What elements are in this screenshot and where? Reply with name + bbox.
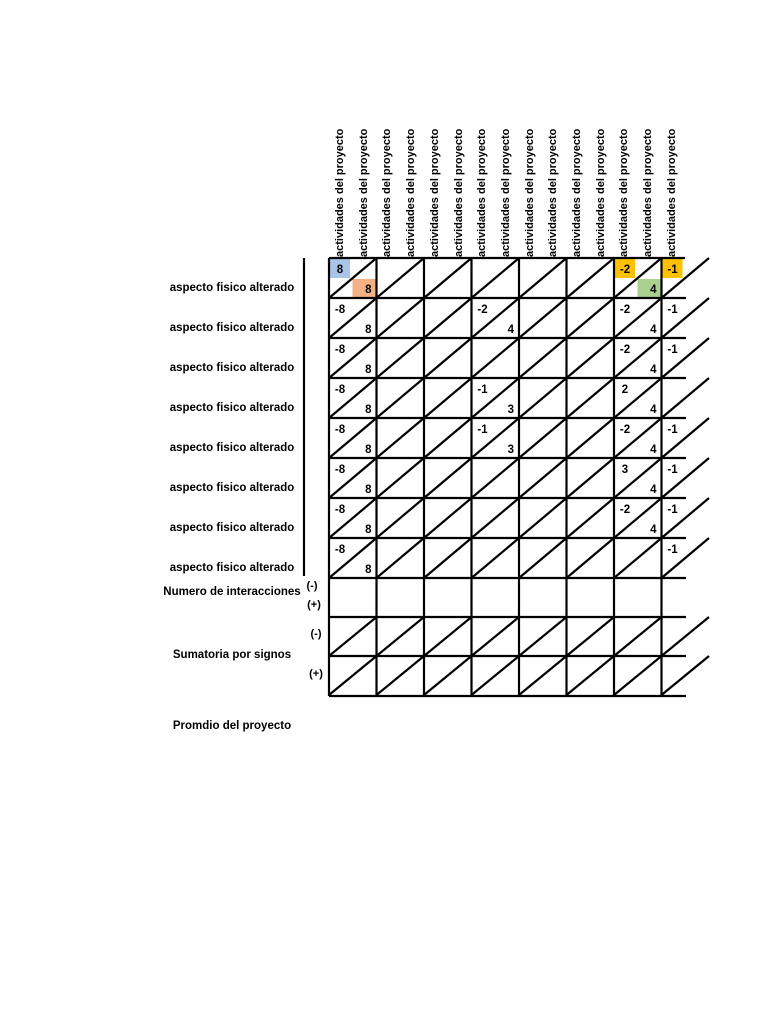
- column-header-label: actividades del proyecto: [428, 128, 441, 257]
- column-header-label: actividades del proyecto: [405, 128, 418, 257]
- column-header-label: actividades del proyecto: [571, 128, 583, 257]
- cell-bottom-value: 8: [365, 484, 372, 496]
- cell-bottom-value: 8: [365, 324, 372, 336]
- summary-diagonal: [614, 656, 662, 695]
- cell-diagonal: [519, 338, 567, 378]
- cell-bottom-value: 3: [507, 444, 514, 456]
- cell-diagonal: [377, 418, 425, 458]
- cell-diagonal: [567, 258, 615, 298]
- row-label: aspecto fisico alterado: [169, 442, 295, 454]
- cell-top-value: -2: [619, 264, 631, 276]
- cell-top-value: -1: [667, 424, 678, 436]
- cell-diagonal: [519, 458, 567, 498]
- cell-diagonal: [519, 378, 567, 418]
- cell-bottom-value: 8: [365, 524, 372, 536]
- cell-diagonal: [519, 498, 567, 538]
- cell-diagonal: [424, 258, 472, 298]
- column-header-label: actividades del proyecto: [665, 128, 678, 257]
- cell-bottom-value: 4: [650, 364, 657, 376]
- cell-top-value: -1: [477, 384, 488, 396]
- cell-top-value: -2: [619, 504, 631, 516]
- summary-diagonal: [424, 617, 472, 656]
- cell-bottom-value: 8: [365, 404, 372, 416]
- cell-top-value: -8: [334, 344, 346, 356]
- summary-diagonal: [567, 656, 615, 695]
- highlight-bottom: [638, 279, 661, 297]
- cell-diagonal: [377, 498, 425, 538]
- cell-diagonal: [424, 338, 472, 378]
- sumatoria-neg-sign: (-): [310, 628, 322, 640]
- cell-diagonal: [662, 378, 710, 418]
- cell-top-value: -8: [334, 304, 346, 316]
- column-header-label: actividades del proyecto: [334, 128, 346, 257]
- cell-bottom-value: 8: [365, 364, 372, 376]
- cell-bottom-value: 8: [365, 444, 372, 456]
- cell-diagonal: [424, 458, 472, 498]
- cell-top-value: -1: [667, 504, 678, 516]
- cell-bottom-value: 8: [365, 284, 372, 296]
- row-label: aspecto fisico alterado: [169, 322, 295, 334]
- cell-diagonal: [472, 458, 520, 498]
- cell-top-value: -8: [334, 424, 346, 436]
- cell-diagonal: [567, 458, 615, 498]
- cell-diagonal: [377, 458, 425, 498]
- cell-top-value: -1: [667, 344, 678, 356]
- cell-top-value: -2: [619, 424, 631, 436]
- column-header-label: actividades del proyecto: [476, 128, 489, 257]
- row-label: aspecto fisico alterado: [169, 522, 295, 534]
- cell-diagonal: [472, 538, 520, 578]
- column-header-label: actividades del proyecto: [452, 128, 465, 257]
- highlight-bottom: [353, 279, 376, 297]
- row-label: aspecto fisico alterado: [169, 282, 295, 294]
- row-label: aspecto fisico alterado: [169, 562, 295, 574]
- cell-diagonal: [424, 378, 472, 418]
- cell-diagonal: [472, 498, 520, 538]
- sumatoria-pos-sign: (+): [309, 668, 323, 680]
- cell-bottom-value: 4: [650, 444, 657, 456]
- sumatoria-signos-label: Sumatoria por signos: [172, 649, 292, 661]
- cell-top-value: 8: [336, 264, 344, 276]
- summary-diagonal: [567, 617, 615, 656]
- cell-top-value: -8: [334, 464, 346, 476]
- column-header-label: actividades del proyecto: [499, 128, 512, 257]
- interacciones-neg-sign: (-): [306, 580, 318, 592]
- cell-diagonal: [377, 338, 425, 378]
- cell-top-value: 2: [621, 384, 629, 396]
- row-label: aspecto fisico alterado: [169, 362, 295, 374]
- column-header-label: actividades del proyecto: [642, 128, 655, 257]
- summary-diagonal: [662, 656, 710, 695]
- cell-diagonal: [424, 298, 472, 338]
- cell-diagonal: [567, 298, 615, 338]
- cell-top-value: -1: [667, 544, 678, 556]
- cell-diagonal: [424, 418, 472, 458]
- cell-bottom-value: 4: [650, 404, 657, 416]
- cell-diagonal: [567, 498, 615, 538]
- row-label: aspecto fisico alterado: [169, 402, 295, 414]
- cell-top-value: -1: [667, 304, 678, 316]
- summary-diagonal: [377, 656, 425, 695]
- cell-diagonal: [377, 538, 425, 578]
- column-header-label: actividades del proyecto: [381, 128, 394, 257]
- cell-diagonal: [472, 338, 520, 378]
- summary-diagonal: [472, 617, 520, 656]
- promedio-label: Promdio del proyecto: [172, 720, 292, 732]
- cell-top-value: -2: [477, 304, 488, 316]
- interacciones-pos-sign: (+): [307, 599, 321, 611]
- cell-top-value: -8: [334, 384, 346, 396]
- summary-diagonal: [424, 656, 472, 695]
- cell-bottom-value: 4: [650, 484, 657, 496]
- summary-diagonal: [519, 617, 567, 656]
- cell-diagonal: [472, 258, 520, 298]
- cell-diagonal: [614, 538, 662, 578]
- cell-bottom-value: 4: [650, 284, 657, 296]
- cell-diagonal: [424, 538, 472, 578]
- cell-top-value: -1: [667, 464, 678, 476]
- cell-diagonal: [377, 298, 425, 338]
- cell-diagonal: [519, 258, 567, 298]
- cell-bottom-value: 8: [365, 564, 372, 576]
- cell-diagonal: [519, 298, 567, 338]
- row-label: aspecto fisico alterado: [169, 482, 295, 494]
- cell-diagonal: [567, 538, 615, 578]
- cell-diagonal: [424, 498, 472, 538]
- column-header-label: actividades del proyecto: [594, 128, 607, 257]
- cell-top-value: -2: [619, 304, 631, 316]
- summary-diagonal: [329, 617, 377, 656]
- numero-interacciones-label: Numero de interacciones: [163, 586, 301, 598]
- summary-diagonal: [472, 656, 520, 695]
- cell-top-value: -2: [619, 344, 631, 356]
- cell-bottom-value: 3: [507, 404, 514, 416]
- summary-diagonal: [377, 617, 425, 656]
- cell-top-value: -8: [334, 544, 346, 556]
- cell-bottom-value: 4: [650, 324, 657, 336]
- cell-diagonal: [377, 378, 425, 418]
- summary-diagonal: [662, 617, 710, 656]
- cell-diagonal: [377, 258, 425, 298]
- column-header-label: actividades del proyecto: [618, 128, 631, 257]
- cell-top-value: -8: [334, 504, 346, 516]
- column-header-label: actividades del proyecto: [357, 128, 370, 257]
- cell-top-value: -1: [667, 264, 678, 276]
- column-header-label: actividades del proyecto: [523, 128, 536, 257]
- cell-top-value: -1: [477, 424, 488, 436]
- cell-bottom-value: 4: [650, 524, 657, 536]
- cell-diagonal: [519, 538, 567, 578]
- cell-diagonal: [567, 418, 615, 458]
- cell-diagonal: [567, 338, 615, 378]
- cell-diagonal: [567, 378, 615, 418]
- cell-bottom-value: 4: [507, 324, 514, 336]
- summary-diagonal: [329, 656, 377, 695]
- summary-diagonal: [614, 617, 662, 656]
- cell-diagonal: [519, 418, 567, 458]
- column-header-label: actividades del proyecto: [547, 128, 560, 257]
- cell-top-value: 3: [621, 464, 629, 476]
- summary-diagonal: [519, 656, 567, 695]
